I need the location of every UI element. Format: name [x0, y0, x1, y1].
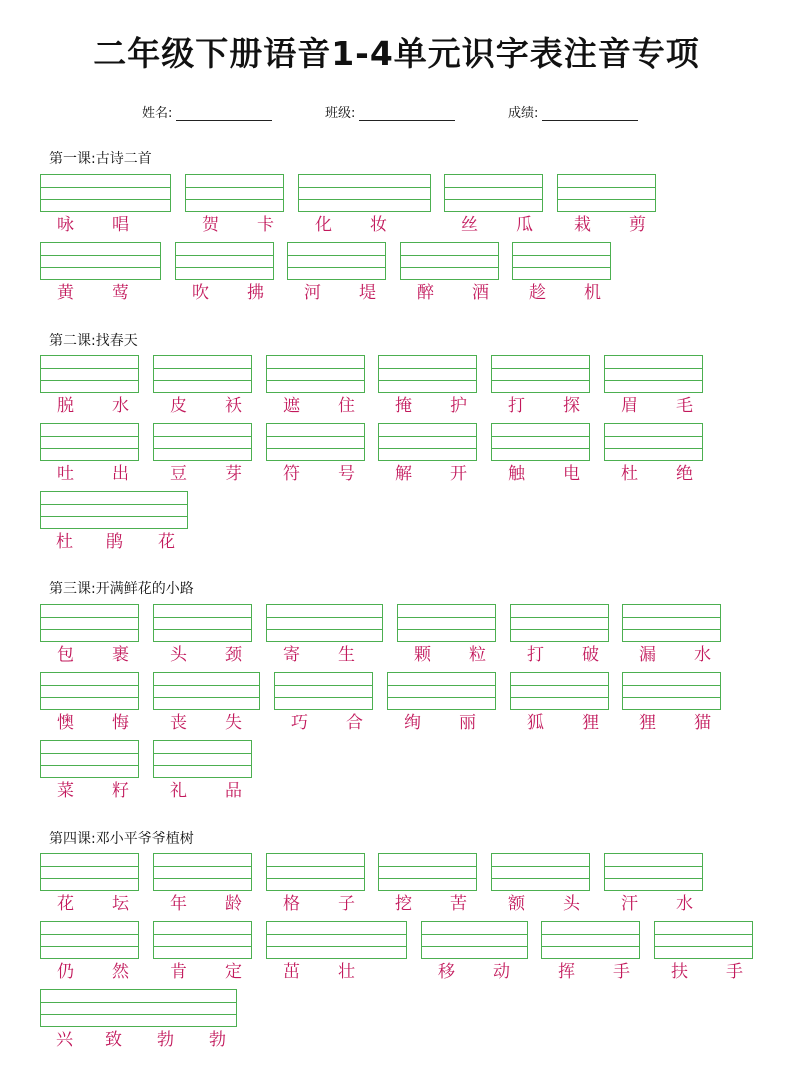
- pinyin-writing-box[interactable]: [397, 604, 496, 642]
- word-row: [0, 672, 793, 734]
- word-characters: [40, 532, 188, 552]
- hanzi-character: 脱: [57, 396, 74, 416]
- word-item: [604, 355, 703, 417]
- pinyin-writing-box[interactable]: [153, 355, 252, 393]
- word-characters: [153, 464, 252, 484]
- word-item: [378, 355, 477, 417]
- class-label: 班级:: [325, 106, 356, 121]
- word-item: [40, 491, 188, 553]
- pinyin-writing-box[interactable]: [185, 174, 284, 212]
- hanzi-character: 河: [304, 283, 321, 303]
- name-blank[interactable]: [176, 106, 272, 121]
- word-characters: [274, 713, 373, 733]
- word-item: [153, 921, 252, 983]
- pinyin-writing-box[interactable]: [378, 355, 477, 393]
- hanzi-character: 龄: [225, 894, 242, 914]
- pinyin-writing-box[interactable]: [266, 355, 365, 393]
- word-item: [654, 921, 753, 983]
- pinyin-writing-box[interactable]: [40, 604, 139, 642]
- hanzi-character: 毛: [676, 396, 693, 416]
- hanzi-character: 堤: [359, 283, 376, 303]
- hanzi-character: 裹: [112, 645, 129, 665]
- word-item: [153, 604, 252, 666]
- word-item: [153, 853, 252, 915]
- hanzi-character: 漏: [639, 645, 656, 665]
- score-field: [508, 102, 638, 121]
- word-item: [604, 853, 703, 915]
- hanzi-character: 吹: [192, 283, 209, 303]
- word-item: [444, 174, 543, 236]
- word-item: [40, 355, 139, 417]
- hanzi-character: 皮: [170, 396, 187, 416]
- pinyin-writing-box[interactable]: [40, 491, 188, 529]
- hanzi-character: 挖: [395, 894, 412, 914]
- hanzi-character: 化: [315, 215, 332, 235]
- hanzi-character: 礼: [170, 781, 187, 801]
- word-item: [40, 174, 171, 236]
- pinyin-writing-box[interactable]: [40, 672, 139, 710]
- hanzi-character: 失: [225, 713, 242, 733]
- hanzi-character: 狸: [639, 713, 656, 733]
- hanzi-character: 悔: [112, 713, 129, 733]
- lesson-heading-4: 第四课:邓小平爷爷植树: [49, 831, 194, 847]
- hanzi-character: 动: [493, 962, 510, 982]
- word-characters: [40, 283, 161, 303]
- hanzi-character: 芽: [225, 464, 242, 484]
- pinyin-writing-box[interactable]: [40, 989, 237, 1027]
- hanzi-character: 符: [283, 464, 300, 484]
- hanzi-character: 苦: [450, 894, 467, 914]
- pinyin-writing-box[interactable]: [378, 853, 477, 891]
- hanzi-character: 颗: [414, 645, 431, 665]
- word-item: [185, 174, 284, 236]
- hanzi-character: 掩: [395, 396, 412, 416]
- name-label: 姓名:: [142, 106, 173, 121]
- pinyin-writing-box[interactable]: [175, 242, 274, 280]
- pinyin-writing-box[interactable]: [604, 853, 703, 891]
- hanzi-character: 狸: [582, 713, 599, 733]
- word-item: [153, 423, 252, 485]
- pinyin-writing-box[interactable]: [491, 355, 590, 393]
- hanzi-character: 贺: [202, 215, 219, 235]
- word-item: [274, 672, 373, 734]
- word-item: [512, 242, 611, 304]
- hanzi-character: 致: [105, 1030, 122, 1050]
- word-item: [400, 242, 499, 304]
- word-characters: [266, 645, 383, 665]
- word-characters: [378, 894, 477, 914]
- hanzi-character: 定: [225, 962, 242, 982]
- pinyin-writing-box[interactable]: [274, 672, 373, 710]
- hanzi-character: 栽: [574, 215, 591, 235]
- pinyin-writing-box[interactable]: [153, 740, 252, 778]
- pinyin-writing-box[interactable]: [266, 921, 407, 959]
- word-row: [0, 740, 793, 802]
- word-item: [541, 921, 640, 983]
- word-item: [510, 672, 609, 734]
- hanzi-character: 兴: [56, 1030, 73, 1050]
- word-row: [0, 921, 793, 983]
- hanzi-character: 打: [508, 396, 525, 416]
- page-title: 二年级下册语音1-4单元识字表注音专项: [93, 34, 700, 73]
- word-characters: [40, 1030, 237, 1050]
- pinyin-writing-box[interactable]: [491, 423, 590, 461]
- pinyin-writing-box[interactable]: [40, 355, 139, 393]
- score-label: 成绩:: [508, 106, 539, 121]
- word-characters: [40, 713, 139, 733]
- word-item: [510, 604, 609, 666]
- hanzi-character: 吐: [57, 464, 74, 484]
- word-characters: [400, 283, 499, 303]
- hanzi-character: 卡: [257, 215, 274, 235]
- hanzi-character: 头: [563, 894, 580, 914]
- word-characters: [175, 283, 274, 303]
- word-item: [557, 174, 656, 236]
- hanzi-character: 菜: [57, 781, 74, 801]
- hanzi-character: 懊: [57, 713, 74, 733]
- pinyin-writing-box[interactable]: [266, 853, 365, 891]
- word-characters: [40, 781, 139, 801]
- pinyin-writing-box[interactable]: [40, 853, 139, 891]
- lesson-heading-2: 第二课:找春天: [49, 333, 138, 349]
- pinyin-writing-box[interactable]: [298, 174, 431, 212]
- hanzi-character: 杜: [56, 532, 73, 552]
- word-item: [266, 853, 365, 915]
- hanzi-character: 生: [338, 645, 355, 665]
- word-characters: [40, 464, 139, 484]
- class-field: [325, 102, 455, 121]
- pinyin-writing-box[interactable]: [654, 921, 753, 959]
- hanzi-character: 丝: [461, 215, 478, 235]
- pinyin-writing-box[interactable]: [40, 242, 161, 280]
- word-item: [622, 672, 721, 734]
- word-item: [491, 853, 590, 915]
- hanzi-character: 猫: [694, 713, 711, 733]
- student-info-bar: [0, 102, 793, 122]
- pinyin-writing-box[interactable]: [604, 423, 703, 461]
- word-row: [0, 853, 793, 915]
- hanzi-character: 花: [158, 532, 175, 552]
- pinyin-writing-box[interactable]: [421, 921, 528, 959]
- hanzi-character: 开: [450, 464, 467, 484]
- word-item: [40, 853, 139, 915]
- hanzi-character: 手: [726, 962, 743, 982]
- word-item: [40, 423, 139, 485]
- hanzi-character: 子: [338, 894, 355, 914]
- pinyin-writing-box[interactable]: [287, 242, 386, 280]
- hanzi-character: 粒: [469, 645, 486, 665]
- hanzi-character: 唱: [112, 215, 129, 235]
- word-row: [0, 355, 793, 417]
- word-item: [266, 423, 365, 485]
- word-characters: [266, 962, 407, 982]
- word-characters: [491, 894, 590, 914]
- hanzi-character: 籽: [112, 781, 129, 801]
- hanzi-character: 剪: [629, 215, 646, 235]
- word-item: [153, 355, 252, 417]
- word-characters: [541, 962, 640, 982]
- lesson-heading-3: 第三课:开满鲜花的小路: [49, 581, 194, 597]
- hanzi-character: 护: [450, 396, 467, 416]
- pinyin-writing-box[interactable]: [510, 604, 609, 642]
- word-characters: [298, 215, 431, 235]
- word-characters: [40, 894, 139, 914]
- word-item: [40, 989, 237, 1051]
- hanzi-character: 鹃: [106, 532, 123, 552]
- word-item: [491, 355, 590, 417]
- hanzi-character: 移: [438, 962, 455, 982]
- word-characters: [510, 713, 609, 733]
- word-characters: [378, 464, 477, 484]
- lesson-heading-1: 第一课:古诗二首: [49, 151, 152, 167]
- word-characters: [604, 396, 703, 416]
- hanzi-character: 号: [338, 464, 355, 484]
- word-characters: [185, 215, 284, 235]
- word-item: [40, 242, 161, 304]
- word-row: [0, 989, 793, 1051]
- word-characters: [40, 215, 171, 235]
- word-row: [0, 491, 793, 553]
- hanzi-character: 绚: [404, 713, 421, 733]
- hanzi-character: 打: [527, 645, 544, 665]
- pinyin-writing-box[interactable]: [604, 355, 703, 393]
- hanzi-character: 触: [508, 464, 525, 484]
- pinyin-writing-box[interactable]: [400, 242, 499, 280]
- word-item: [40, 604, 139, 666]
- hanzi-character: 咏: [57, 215, 74, 235]
- pinyin-writing-box[interactable]: [153, 853, 252, 891]
- word-item: [40, 921, 139, 983]
- word-characters: [40, 645, 139, 665]
- word-characters: [604, 464, 703, 484]
- hanzi-character: 电: [563, 464, 580, 484]
- word-characters: [491, 464, 590, 484]
- hanzi-character: 品: [225, 781, 242, 801]
- word-row: [0, 423, 793, 485]
- hanzi-character: 机: [584, 283, 601, 303]
- hanzi-character: 仍: [57, 962, 74, 982]
- word-item: [266, 355, 365, 417]
- pinyin-writing-box[interactable]: [153, 672, 260, 710]
- hanzi-character: 水: [676, 894, 693, 914]
- hanzi-character: 探: [563, 396, 580, 416]
- pinyin-writing-box[interactable]: [622, 604, 721, 642]
- word-characters: [153, 962, 252, 982]
- pinyin-writing-box[interactable]: [491, 853, 590, 891]
- hanzi-character: 巧: [291, 713, 308, 733]
- score-blank[interactable]: [542, 106, 638, 121]
- hanzi-character: 头: [170, 645, 187, 665]
- hanzi-character: 勃: [209, 1030, 226, 1050]
- hanzi-character: 包: [57, 645, 74, 665]
- hanzi-character: 出: [112, 464, 129, 484]
- hanzi-character: 合: [346, 713, 363, 733]
- hanzi-character: 手: [613, 962, 630, 982]
- hanzi-character: 花: [57, 894, 74, 914]
- hanzi-character: 黄: [57, 283, 74, 303]
- pinyin-writing-box[interactable]: [512, 242, 611, 280]
- word-item: [287, 242, 386, 304]
- word-characters: [557, 215, 656, 235]
- word-characters: [153, 713, 260, 733]
- word-item: [378, 423, 477, 485]
- hanzi-character: 拂: [247, 283, 264, 303]
- pinyin-writing-box[interactable]: [387, 672, 496, 710]
- hanzi-character: 丧: [170, 713, 187, 733]
- word-item: [153, 672, 260, 734]
- word-characters: [512, 283, 611, 303]
- hanzi-character: 趁: [529, 283, 546, 303]
- pinyin-writing-box[interactable]: [153, 921, 252, 959]
- hanzi-character: 袄: [225, 396, 242, 416]
- word-characters: [421, 962, 528, 982]
- word-item: [604, 423, 703, 485]
- word-characters: [378, 396, 477, 416]
- hanzi-character: 妆: [370, 215, 387, 235]
- hanzi-character: 然: [112, 962, 129, 982]
- hanzi-character: 醉: [417, 283, 434, 303]
- word-characters: [491, 396, 590, 416]
- word-characters: [604, 894, 703, 914]
- hanzi-character: 汗: [621, 894, 638, 914]
- hanzi-character: 水: [112, 396, 129, 416]
- word-characters: [40, 396, 139, 416]
- hanzi-character: 住: [338, 396, 355, 416]
- hanzi-character: 额: [508, 894, 525, 914]
- word-item: [298, 174, 431, 236]
- word-characters: [153, 781, 252, 801]
- pinyin-writing-box[interactable]: [153, 423, 252, 461]
- word-characters: [153, 894, 252, 914]
- word-item: [421, 921, 528, 983]
- word-characters: [287, 283, 386, 303]
- word-item: [397, 604, 496, 666]
- word-characters: [622, 645, 721, 665]
- hanzi-character: 肯: [170, 962, 187, 982]
- hanzi-character: 酒: [472, 283, 489, 303]
- pinyin-writing-box[interactable]: [40, 921, 139, 959]
- pinyin-writing-box[interactable]: [266, 423, 365, 461]
- name-field: [142, 102, 272, 121]
- pinyin-writing-box[interactable]: [444, 174, 543, 212]
- word-characters: [397, 645, 496, 665]
- hanzi-character: 茁: [283, 962, 300, 982]
- hanzi-character: 杜: [621, 464, 638, 484]
- word-item: [40, 672, 139, 734]
- hanzi-character: 绝: [676, 464, 693, 484]
- hanzi-character: 遮: [283, 396, 300, 416]
- word-item: [153, 740, 252, 802]
- word-item: [266, 921, 407, 983]
- pinyin-writing-box[interactable]: [40, 423, 139, 461]
- pinyin-writing-box[interactable]: [40, 740, 139, 778]
- hanzi-character: 狐: [527, 713, 544, 733]
- word-row: [0, 242, 793, 304]
- word-characters: [266, 396, 365, 416]
- hanzi-character: 坛: [112, 894, 129, 914]
- hanzi-character: 扶: [671, 962, 688, 982]
- hanzi-character: 解: [395, 464, 412, 484]
- pinyin-writing-box[interactable]: [266, 604, 383, 642]
- pinyin-writing-box[interactable]: [622, 672, 721, 710]
- pinyin-writing-box[interactable]: [510, 672, 609, 710]
- word-characters: [510, 645, 609, 665]
- hanzi-character: 瓜: [516, 215, 533, 235]
- word-item: [491, 423, 590, 485]
- hanzi-character: 颈: [225, 645, 242, 665]
- word-item: [266, 604, 383, 666]
- word-characters: [153, 645, 252, 665]
- word-item: [175, 242, 274, 304]
- hanzi-character: 格: [283, 894, 300, 914]
- word-characters: [654, 962, 753, 982]
- word-row: [0, 604, 793, 666]
- class-blank[interactable]: [359, 106, 455, 121]
- hanzi-character: 丽: [459, 713, 476, 733]
- hanzi-character: 挥: [558, 962, 575, 982]
- pinyin-writing-box[interactable]: [557, 174, 656, 212]
- word-characters: [266, 464, 365, 484]
- hanzi-character: 勃: [157, 1030, 174, 1050]
- word-item: [378, 853, 477, 915]
- word-characters: [444, 215, 543, 235]
- word-item: [622, 604, 721, 666]
- pinyin-writing-box[interactable]: [153, 604, 252, 642]
- hanzi-character: 莺: [112, 283, 129, 303]
- hanzi-character: 壮: [338, 962, 355, 982]
- pinyin-writing-box[interactable]: [40, 174, 171, 212]
- word-item: [387, 672, 496, 734]
- word-characters: [153, 396, 252, 416]
- hanzi-character: 眉: [621, 396, 638, 416]
- hanzi-character: 豆: [170, 464, 187, 484]
- hanzi-character: 破: [582, 645, 599, 665]
- word-characters: [40, 962, 139, 982]
- word-characters: [622, 713, 721, 733]
- pinyin-writing-box[interactable]: [378, 423, 477, 461]
- pinyin-writing-box[interactable]: [541, 921, 640, 959]
- hanzi-character: 寄: [283, 645, 300, 665]
- word-item: [40, 740, 139, 802]
- hanzi-character: 年: [170, 894, 187, 914]
- hanzi-character: 水: [694, 645, 711, 665]
- word-row: [0, 174, 793, 236]
- word-characters: [387, 713, 496, 733]
- word-characters: [266, 894, 365, 914]
